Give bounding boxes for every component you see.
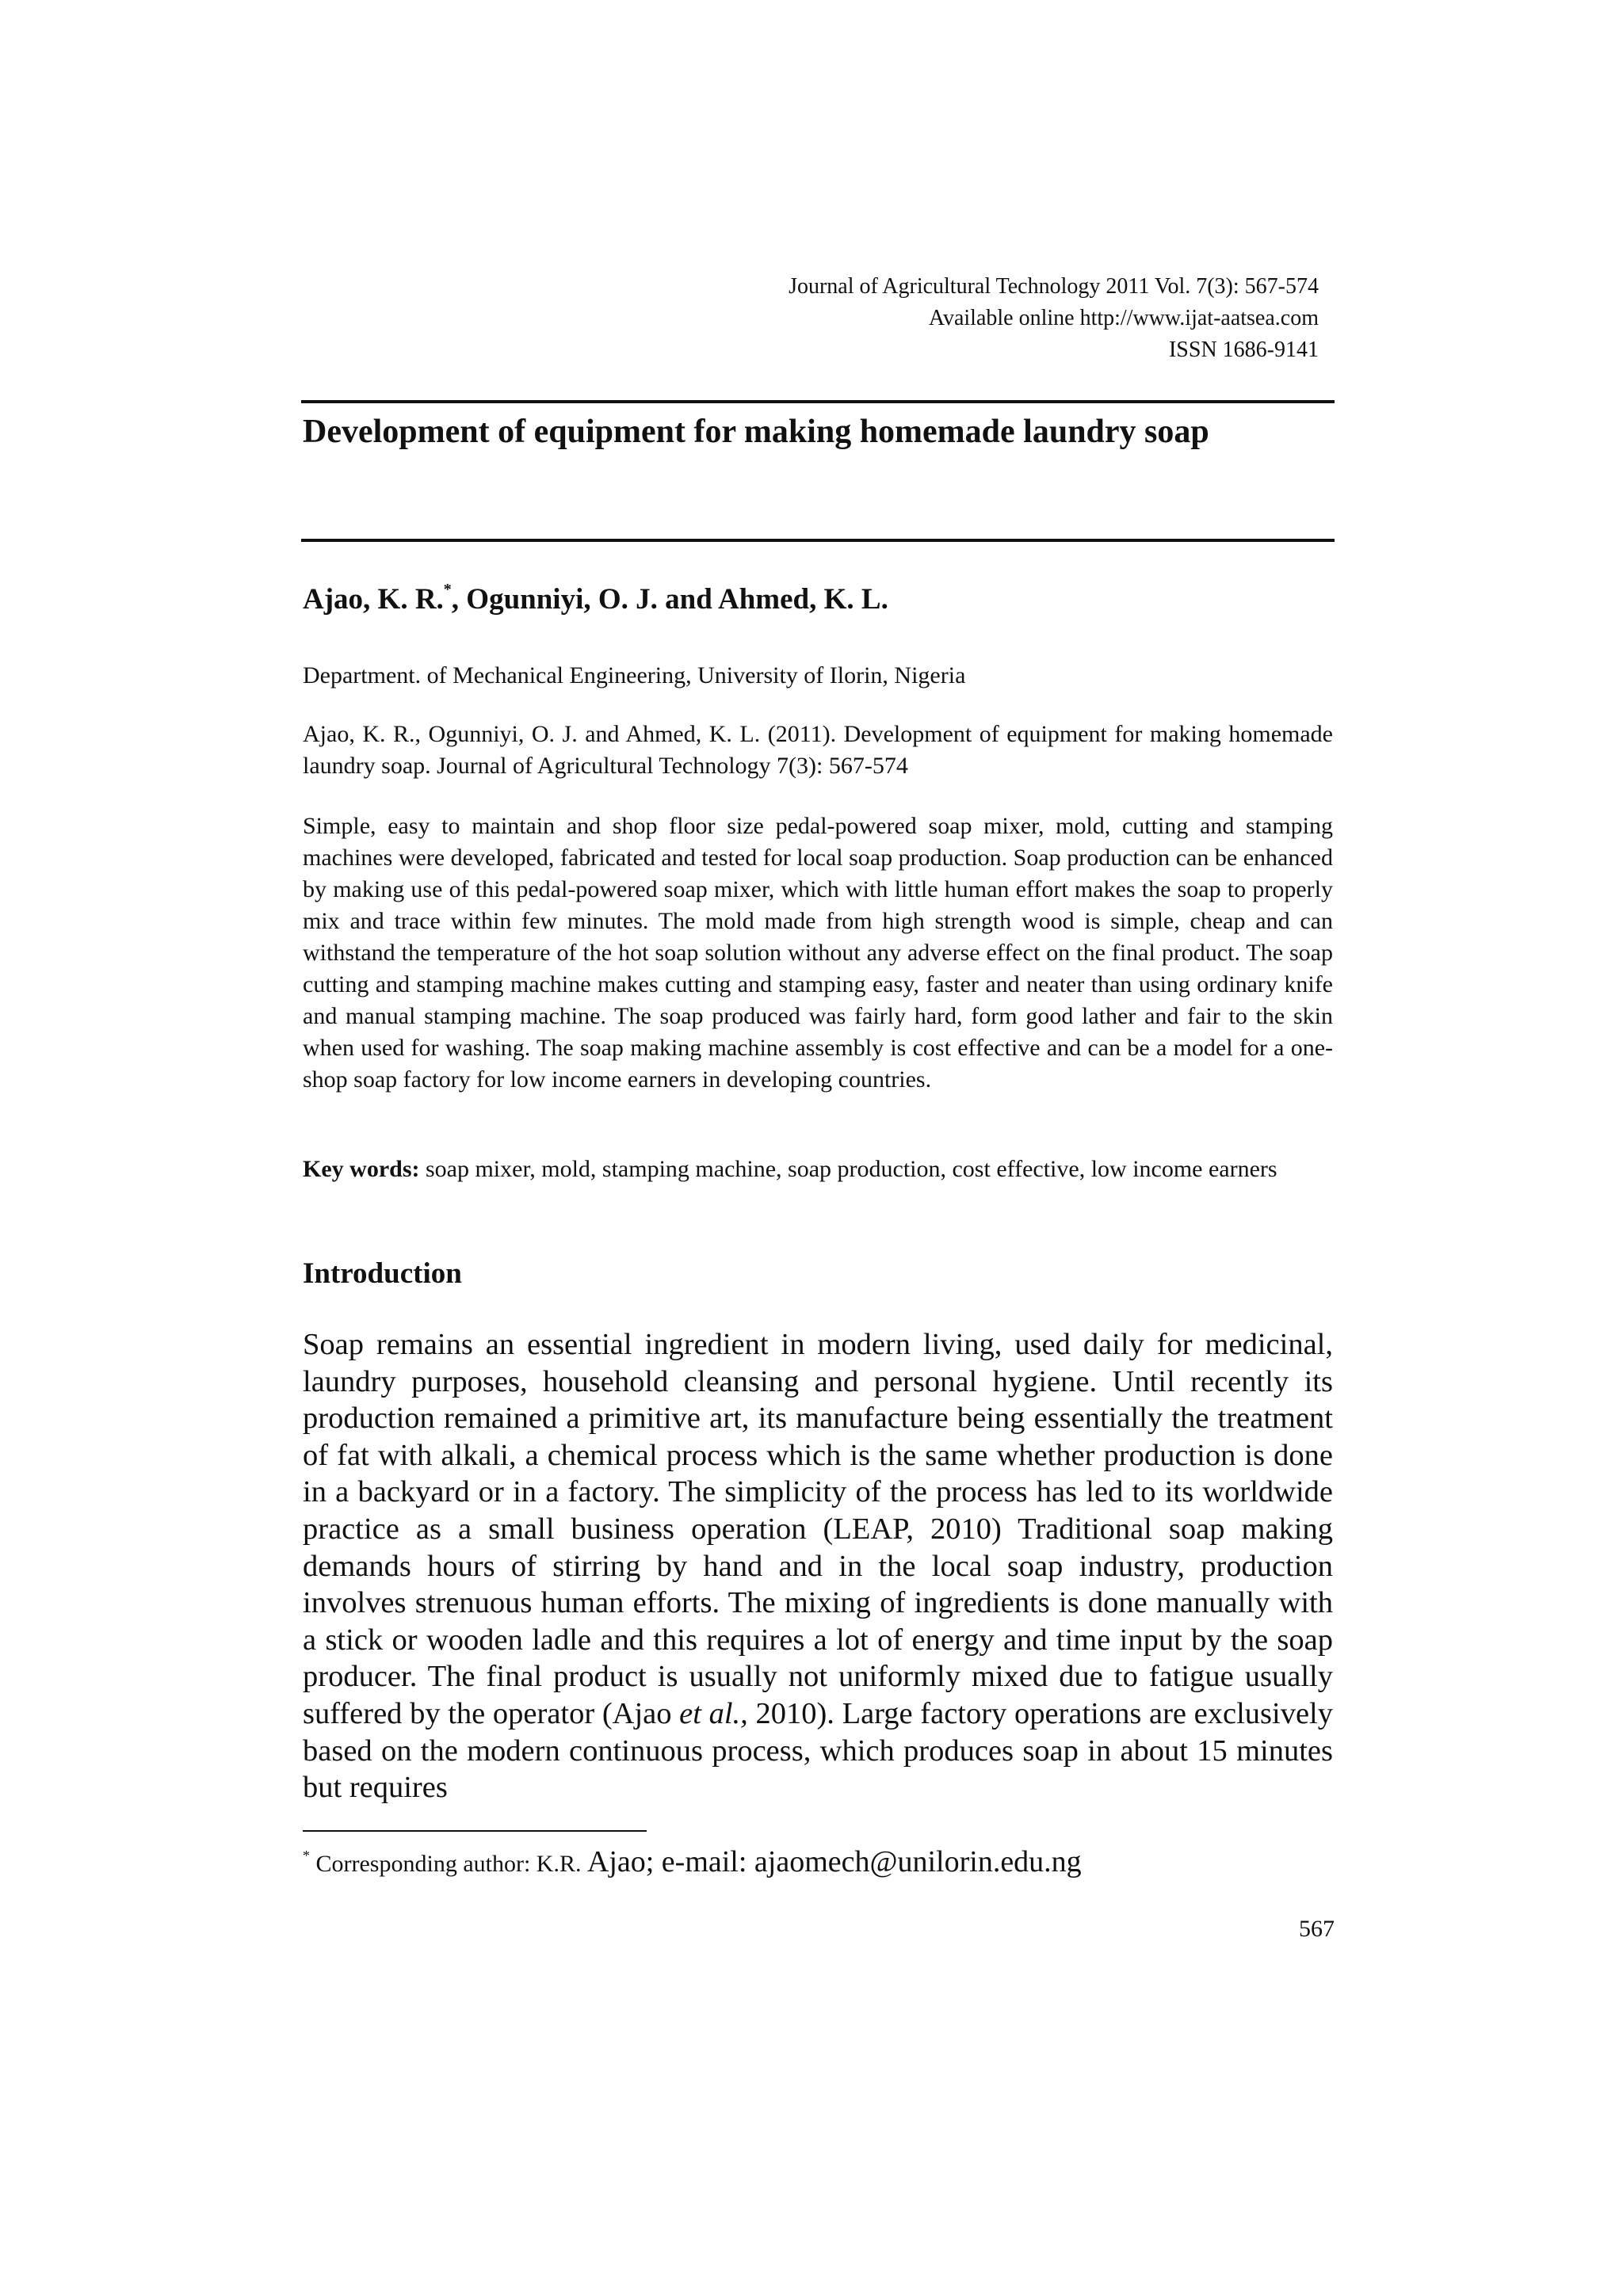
footnote-label: Corresponding author: K.R.	[310, 1851, 582, 1877]
title-top-rule	[301, 400, 1335, 403]
author-affiliation: Department. of Mechanical Engineering, University of Ilorin, Nigeria	[303, 662, 966, 688]
introduction-paragraph	[303, 1326, 1333, 1806]
footnote-marker: *	[303, 1848, 310, 1863]
intro-italic-citation: et al.,	[679, 1696, 748, 1730]
paper-title: Development of equipment for making homemade laundry soap	[303, 414, 1209, 450]
journal-online-line: Available online http://www.ijat-aatsea.com	[928, 306, 1319, 330]
footnote-rule	[303, 1830, 647, 1832]
title-bottom-rule	[301, 539, 1335, 542]
author-list	[303, 576, 888, 624]
paper-citation: Ajao, K. R., Ogunniyi, O. J. and Ahmed, K. L. (2011). Development of equipment for making homemade laundry soap. Journal of Agricultural Technology 7(3): 567-574	[303, 721, 1333, 779]
intro-text-part-2: 2010). Large factory operations are exclusively based on the modern continuous process, which produces soap in about 15 minutes but requires	[303, 1696, 1333, 1805]
journal-issn-line: ISSN 1686-9141	[1168, 338, 1319, 362]
corresponding-author-marker: *	[443, 581, 452, 598]
keywords-text: soap mixer, mold, stamping machine, soap production, cost effective, low income earners	[419, 1156, 1277, 1182]
journal-citation-line: Journal of Agricultural Technology 2011 Vol. 7(3): 567-574	[789, 274, 1319, 299]
first-author: Ajao, K. R.	[303, 583, 444, 616]
introduction-heading: Introduction	[303, 1257, 462, 1290]
journal-header	[789, 271, 1319, 366]
abstract: Simple, easy to maintain and shop floor size pedal-powered soap mixer, mold, cutting and stamping machines were developed, fabricated and tested for local soap production. Soap production can be enhanced by making use of this pedal-powered soap mixer, which with little human effort makes the soap to properly mix and trace within few minutes. The mold made from high strength wood is simple, cheap and can withstand the temperature of the hot soap solution without any adverse effect on the final product. The soap cutting and stamping machine makes cutting and stamping easy, faster and neater than using ordinary knife and manual stamping machine. The soap produced was fairly hard, form good lather and fair to the skin when used for washing. The soap making machine assembly is cost effective and can be a model for a one-shop soap factory for low income earners in developing countries.	[303, 813, 1333, 1093]
keywords	[303, 1154, 1333, 1185]
page-number: 567	[1299, 1916, 1335, 1942]
other-authors: , Ogunniyi, O. J. and Ahmed, K. L.	[451, 583, 888, 616]
footnote-contact: Ajao; e-mail: ajaomech@unilorin.edu.ng	[581, 1845, 1082, 1878]
intro-text-part-1: Soap remains an essential ingredient in modern living, used daily for medicinal, laundry purposes, household cleansing and personal hygiene. Until recently its production remained a primitive art, its manufacture being essentially the treatment of fat with alkali, a chemical process which is the same whether production is done in a backyard or in a factory. The simplicity of the process has led to its worldwide practice as a small business operation (LEAP, 2010) Traditional soap making demands hours of stirring by hand and in the local soap industry, production involves strenuous human efforts. The mixing of ingredients is done manually with a stick or wooden ladle and this requires a lot of energy and time input by the soap producer. The final product is usually not uniformly mixed due to fatigue usually suffered by the operator (Ajao	[303, 1328, 1333, 1730]
footnote	[303, 1842, 1082, 1884]
keywords-label: Key words:	[303, 1156, 420, 1182]
